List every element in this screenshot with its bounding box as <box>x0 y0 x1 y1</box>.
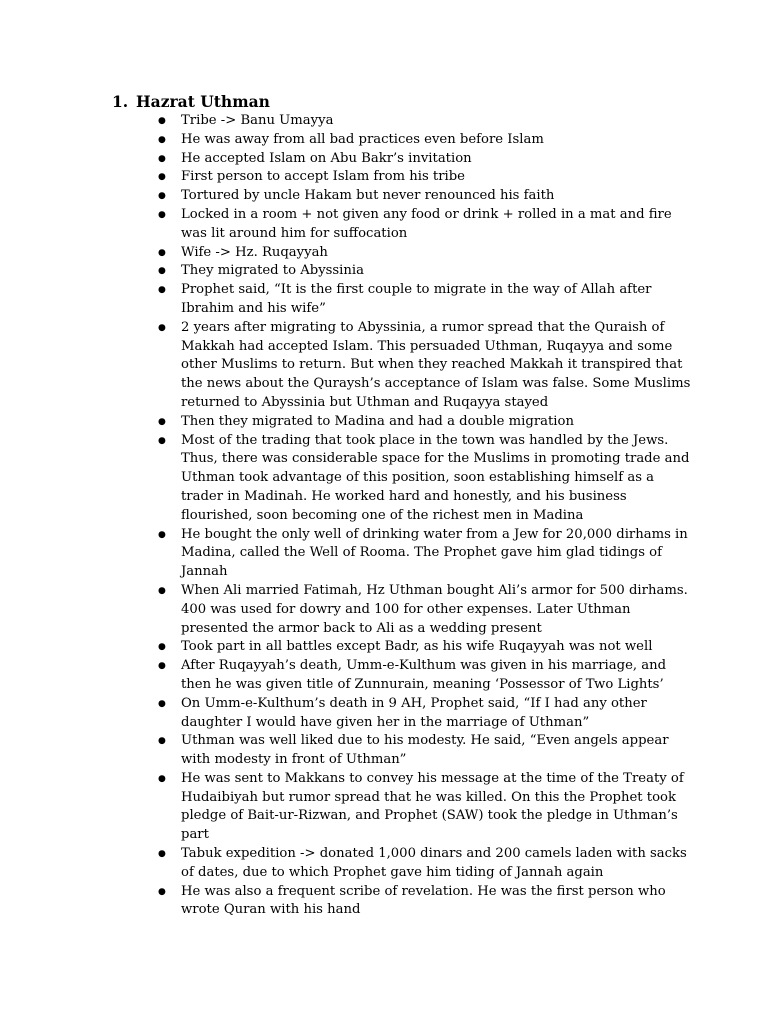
list-item-text: Tortured by uncle Hakam but never renounced his faith <box>181 188 555 204</box>
list-item <box>157 638 697 657</box>
list-item <box>157 150 697 169</box>
list-item <box>157 413 697 432</box>
list-item <box>157 262 697 281</box>
list-item-text: 2 years after migrating to Abyssinia, a rumor spread that the Quraish of Makkah had accepted Islam. This persuaded Uthman, Ruqayya and some other Muslims to return. But when they reached Makkah it transpired that the news about the Quraysh’s acceptance of Islam was false. Some Muslims returned to Abyssinia but Uthman and Ruqayya stayed <box>181 319 691 410</box>
bullet-icon: ● <box>158 153 166 164</box>
list-item <box>157 657 697 695</box>
list-item-text: Wife -> Hz. Ruqayyah <box>181 244 328 260</box>
bullet-icon: ● <box>158 266 166 277</box>
list-item <box>157 883 697 921</box>
heading-title: Hazrat Uthman <box>136 92 270 111</box>
list-item <box>157 845 697 883</box>
list-item-text: Tribe -> Banu Umayya <box>181 113 334 128</box>
heading-number: 1. <box>112 92 129 111</box>
list-item-text: Prophet said, “It is the first couple to migrate in the way of Allah after Ibrahim and his wife” <box>181 282 652 316</box>
bullet-icon: ● <box>158 247 166 258</box>
list-item <box>157 695 697 733</box>
bullet-icon: ● <box>158 116 166 126</box>
bullet-icon: ● <box>158 849 166 860</box>
bullet-icon: ● <box>158 416 166 427</box>
list-item <box>157 112 697 131</box>
list-item <box>157 526 697 582</box>
list-item-text: On Umm-e-Kulthum’s death in 9 AH, Prophet said, “If I had any other daughter I would have given her in the marriage of Uthman” <box>181 695 647 730</box>
list-item <box>157 732 697 770</box>
section-heading <box>112 92 270 111</box>
list-item-text: Tabuk expedition -> donated 1,000 dinars and 200 camels laden with sacks of dates, due to which Prophet gave him tiding of Jannah again <box>181 846 687 880</box>
list-item-text: Then they migrated to Madina and had a double migration <box>181 413 574 429</box>
list-item <box>157 244 697 263</box>
bullet-icon: ● <box>158 285 166 296</box>
bullet-icon: ● <box>158 886 166 897</box>
list-item <box>157 168 697 187</box>
bullet-icon: ● <box>158 773 166 784</box>
bullet-icon: ● <box>158 698 166 709</box>
list-item <box>157 432 697 526</box>
list-item <box>157 131 697 150</box>
list-item-text: Took part in all battles except Badr, as his wife Ruqayyah was not well <box>181 639 653 655</box>
bullet-icon: ● <box>158 642 166 653</box>
list-item-text: He accepted Islam on Abu Bakr’s invitation <box>181 150 472 166</box>
bullet-icon: ● <box>158 209 166 220</box>
list-item-text: He was sent to Makkans to convey his message at the time of the Treaty of Hudaibiyah but rumor spread that he was killed. On this the Prophet took pledge of Bait-ur-Rizwan, and Prophet (SAW) took the pledge in Uthman’s part <box>181 770 684 843</box>
bullet-icon: ● <box>158 134 166 145</box>
list-item-text: They migrated to Abyssinia <box>181 263 364 279</box>
list-item <box>157 319 697 413</box>
list-item <box>157 770 697 845</box>
list-item-text: Most of the trading that took place in the town was handled by the Jews. Thus, there was considerable space for the Muslims in promoting trade and Uthman took advantage of this position, soon establishing himself as a trader in Madinah. He worked hard and honestly, and his business flourished, soon becoming one of the richest men in Madina <box>181 432 690 523</box>
bullet-icon: ● <box>158 191 166 202</box>
list-item-text: He was also a frequent scribe of revelation. He was the first person who wrote Quran with his hand <box>181 883 666 918</box>
bullet-icon: ● <box>158 435 166 446</box>
bullet-icon: ● <box>158 585 166 596</box>
bullet-icon: ● <box>158 529 166 540</box>
bullet-icon: ● <box>158 322 166 333</box>
list-item-text: After Ruqayyah’s death, Umm-e-Kulthum was given in his marriage, and then he was given title of Zunnurain, meaning ‘Possessor of Two Lights’ <box>181 658 667 692</box>
list-item <box>157 206 697 244</box>
list-item <box>157 281 697 319</box>
list-item-text: He bought the only well of drinking water from a Jew for 20,000 dirhams in Madina, called the Well of Rooma. The Prophet gave him glad tidings of Jannah <box>181 526 688 580</box>
bullet-list <box>157 112 697 920</box>
list-item-text: Locked in a room + not given any food or drink + rolled in a mat and fire was lit around him for suffocation <box>181 206 672 241</box>
list-item-text: He was away from all bad practices even before Islam <box>181 131 544 147</box>
list-item <box>157 582 697 638</box>
list-item-text: When Ali married Fatimah, Hz Uthman bought Ali’s armor for 500 dirhams. 400 was used for dowry and 100 for other expenses. Later Uthman presented the armor back to Ali as a wedding present <box>181 582 688 636</box>
list-item-text: First person to accept Islam from his tribe <box>181 169 465 185</box>
bullet-icon: ● <box>158 661 166 672</box>
bullet-icon: ● <box>158 172 166 183</box>
bullet-icon: ● <box>158 736 166 747</box>
list-item <box>157 187 697 206</box>
list-item-text: Uthman was well liked due to his modesty. He said, “Even angels appear with modesty in front of Uthman” <box>181 733 669 768</box>
